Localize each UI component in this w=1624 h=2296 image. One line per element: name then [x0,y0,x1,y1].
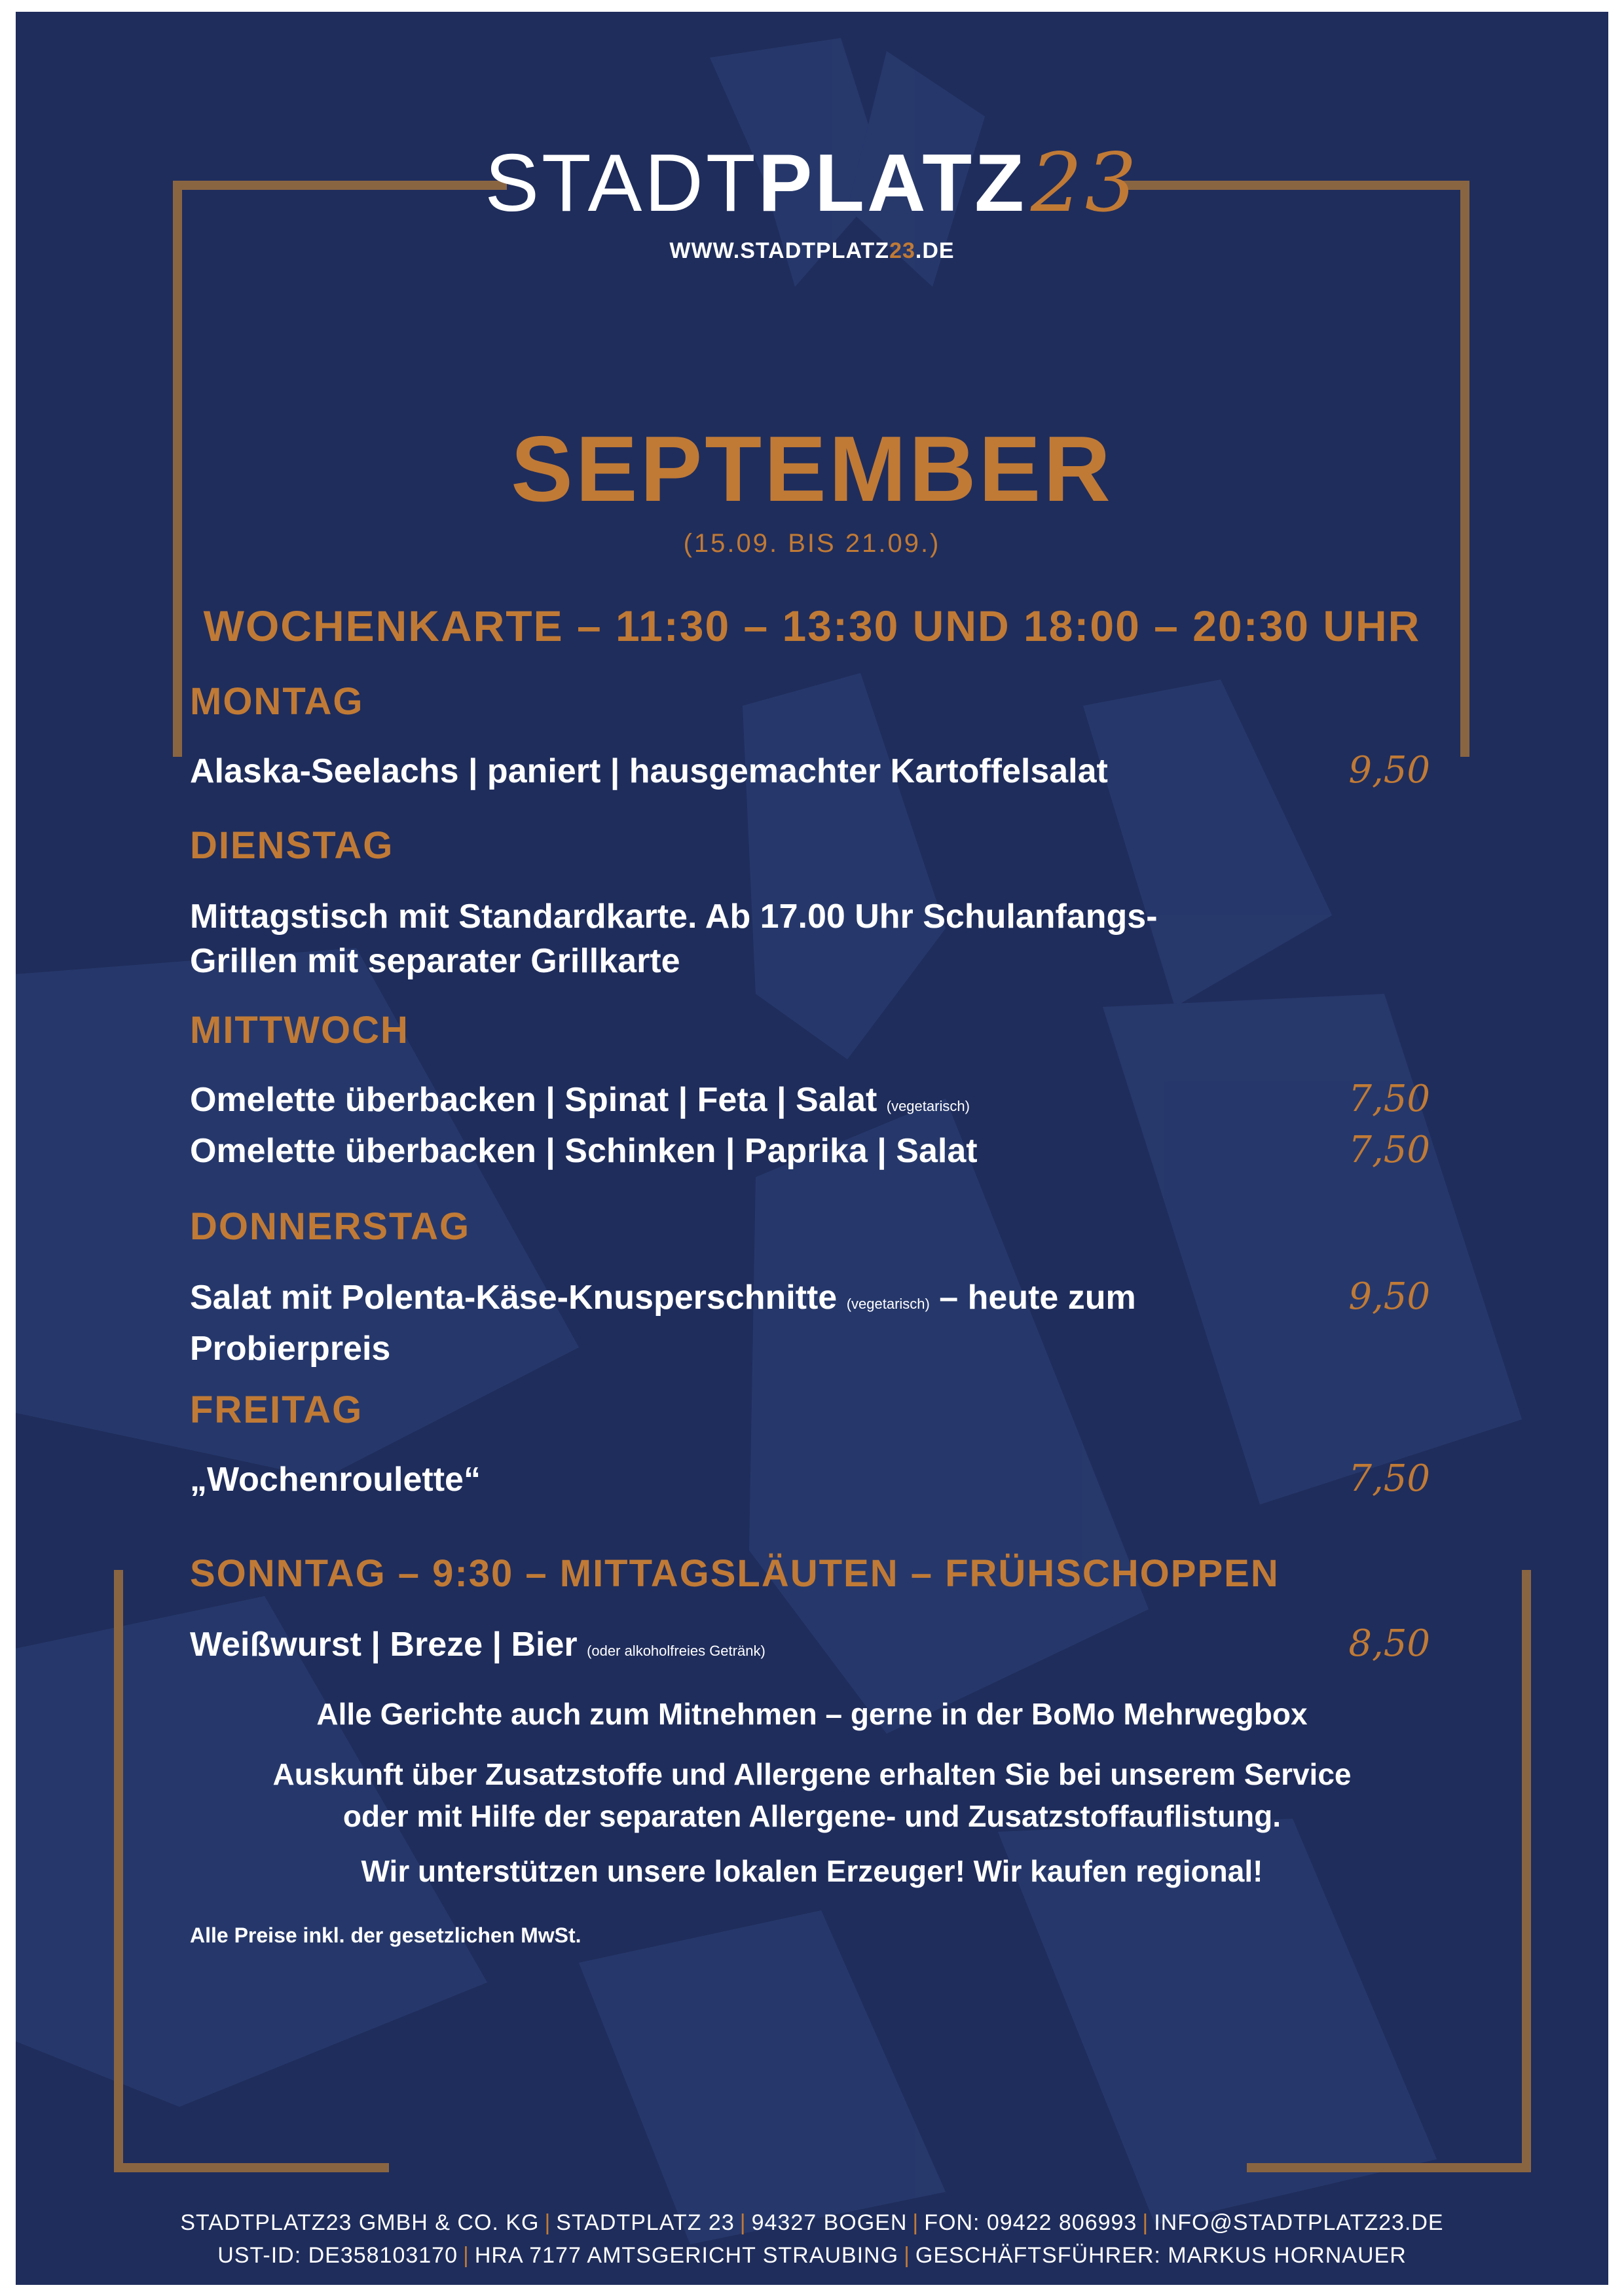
dish-dienstag [190,894,1264,983]
footer-street: STADTPLATZ 23 [556,2210,735,2235]
dish-mittwoch-2: Omelette überbacken | Schinken | Paprika | Salat [190,1132,978,1170]
date-range: (15.09. BIS 21.09.) [683,529,941,558]
footer-separator: | [912,2210,919,2235]
dish-dienstag-line2: Grillen mit separater Grillkarte [190,942,680,980]
dish-donnerstag [190,1275,1264,1371]
dish-mittwoch-1 [190,1078,1264,1129]
note-allergens-line1: Auskunft über Zusatzstoffe und Allergene erhalten Sie bei unserem Service [272,1757,1352,1791]
vegetarian-tag: (vegetarisch) [846,1296,930,1312]
website-url[interactable] [16,238,1608,264]
vegetarian-tag: (vegetarisch) [886,1098,970,1114]
price-mittwoch-2: 7,50 [1348,1129,1430,1171]
price-mittwoch-1: 7,50 [1348,1078,1430,1120]
dish-dienstag-line1: Mittagstisch mit Standardkarte. Ab 17.00 Uhr Schulanfangs- [190,898,1158,936]
month-title: SEPTEMBER [511,417,1113,521]
logo-part-platz: PLATZ [758,138,1027,228]
day-heading-dienstag: DIENSTAG [190,824,394,867]
weekly-menu-heading: WOCHENKARTE – 11:30 – 13:30 UND 18:00 – 20:30 UHR [203,602,1421,650]
note-allergens [16,1753,1608,1837]
url-suffix: .DE [915,238,955,263]
note-allergens-line2: oder mit Hilfe der separaten Allergene- und Zusatzstoffauflistung. [342,1799,1282,1833]
dish-sonntag [190,1622,1264,1673]
footer-line2 [16,2243,1608,2269]
footer-phone[interactable]: FON: 09422 806993 [924,2210,1137,2235]
footer-separator: | [1142,2210,1149,2235]
footer-manager: GESCHÄFTSFÜHRER: MARKUS HORNAUER [915,2243,1407,2268]
beverage-note: (oder alkoholfreies Getränk) [587,1643,766,1659]
day-heading-sonntag: SONNTAG – 9:30 – MITTAGSLÄUTEN – FRÜHSCHOPPEN [190,1552,1280,1595]
day-heading-donnerstag: DONNERSTAG [190,1205,471,1248]
footer-vat-id: UST-ID: DE358103170 [217,2243,458,2268]
logo-part-number: 23 [1030,136,1139,230]
note-vat: Alle Preise inkl. der gesetzlichen MwSt. [190,1923,581,1947]
dish-donnerstag-text: Salat mit Polenta-Käse-Knusperschnitte [190,1279,838,1317]
price-montag: 9,50 [1348,749,1430,792]
dish-freitag: „Wochenroulette“ [190,1461,481,1499]
day-heading-montag: MONTAG [190,680,364,723]
dish-montag: Alaska-Seelachs | paniert | hausgemachter Kartoffelsalat [190,752,1108,790]
footer-city: 94327 BOGEN [751,2210,908,2235]
day-heading-mittwoch: MITTWOCH [190,1009,409,1051]
price-sonntag: 8,50 [1348,1622,1430,1665]
brand-logo [16,136,1608,264]
footer-company: STADTPLATZ23 GMBH & CO. KG [180,2210,540,2235]
dish-donnerstag-line2: Probierpreis [190,1330,391,1368]
logo-part-stadt: STADT [485,138,758,228]
dish-sonntag-text: Weißwurst | Breze | Bier [190,1626,578,1664]
footer-register: HRA 7177 AMTSGERICHT STRAUBING [474,2243,899,2268]
menu-page [16,12,1608,2285]
price-donnerstag: 9,50 [1348,1275,1430,1318]
footer-separator: | [739,2210,747,2235]
dish-mittwoch-1-text: Omelette überbacken | Spinat | Feta | Salat [190,1081,877,1119]
footer-email[interactable]: INFO@STADTPLATZ23.DE [1154,2210,1444,2235]
day-heading-freitag: FREITAG [190,1389,363,1431]
dish-donnerstag-line1 [190,1275,1264,1326]
footer-separator: | [544,2210,551,2235]
footer-line1 [16,2210,1608,2236]
note-takeaway: Alle Gerichte auch zum Mitnehmen – gerne in der BoMo Mehrwegbox [316,1697,1308,1731]
note-regional: Wir unterstützen unsere lokalen Erzeuger! Wir kaufen regional! [361,1854,1263,1888]
dish-donnerstag-suffix: – heute zum [939,1279,1136,1317]
price-freitag: 7,50 [1348,1457,1430,1500]
logo-wordmark [485,136,1139,230]
url-number: 23 [889,238,915,263]
footer-separator: | [904,2243,910,2268]
url-prefix: WWW.STADTPLATZ [669,238,890,263]
footer-separator: | [463,2243,470,2268]
